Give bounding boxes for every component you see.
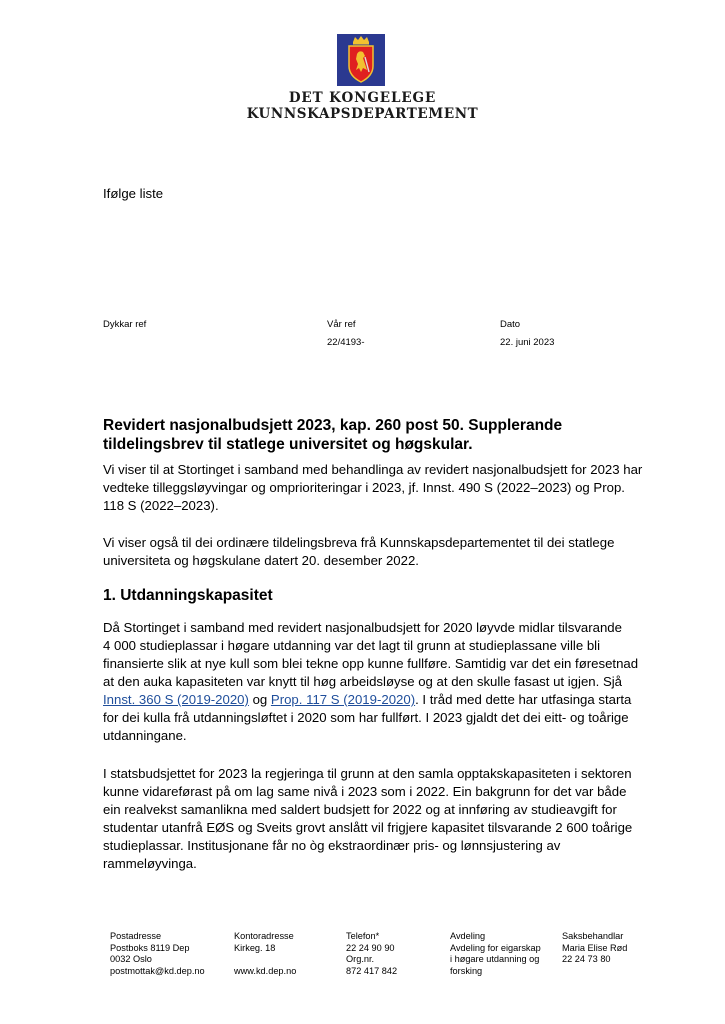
text-line: vedteke tilleggsløyvingar og omprioriteringar i 2023, jf. Innst. 490 S (2022–2023) og Prop.	[103, 480, 625, 495]
text-line: Då Stortinget i samband med revidert nasjonalbudsjett for 2020 løyvde midlar tilsvarande	[103, 620, 622, 635]
ministry-name-line2: KUNNSKAPSDEPARTEMENT	[246, 106, 479, 122]
coat-of-arms-logo	[337, 34, 385, 86]
intro-paragraph-2	[103, 534, 614, 570]
text-line: 4 000 studieplassar i høgare utdanning var det lagt til grunn at studieplassane ville bli	[103, 638, 601, 653]
footer-label: Kontoradresse	[234, 931, 294, 941]
footer-phone	[346, 931, 397, 977]
your-ref-label: Dykkar ref	[103, 319, 147, 330]
text-line-with-links	[103, 691, 638, 709]
section1-paragraph-2	[103, 765, 632, 873]
section-heading: 1. Utdanningskapasitet	[103, 587, 273, 604]
footer-value: Avdeling for eigarskap	[450, 942, 541, 953]
text-line: universiteta og høgskulane datert 20. desember 2022.	[103, 553, 419, 568]
footer-value: 872 417 842	[346, 965, 398, 976]
title-line: tildelingsbrev til statlege universitet og høgskular.	[103, 436, 473, 453]
footer-value: Postboks 8119 Dep	[110, 942, 190, 953]
footer-value: Maria Elise Rød	[562, 942, 628, 953]
text-line: ein realvekst samanlikna med saldert budsjett for 2022 og at innføring av studieavgift for	[103, 802, 617, 817]
footer-label: Postadresse	[110, 931, 162, 941]
text-line: Vi viser også til dei ordinære tildelingsbreva frå Kunnskapsdepartementet til dei statlege	[103, 535, 615, 550]
date-label: Dato	[500, 319, 521, 330]
text-after-links: . I tråd med dette har utfasinga starta	[415, 692, 632, 707]
section1-paragraph-1	[103, 619, 638, 745]
recipient: Ifølge liste	[103, 186, 164, 201]
text-line: finansierte slik at nye kull som blei tekne opp kunne fullføre. Samtidig var det ein føresetnad	[103, 656, 639, 671]
text-line: for dei kulla frå utdanningsløftet i 2020 som har fullført. I 2023 gjaldt det dei eitt- og toårige	[103, 710, 629, 725]
ministry-name-line1: DET KONGELEGE	[288, 90, 437, 106]
footer-label: Telefon*	[346, 931, 380, 941]
text-line: rammeløyvinga.	[103, 856, 197, 871]
footer-case-officer	[562, 931, 627, 966]
our-ref-value: 22/4193-	[327, 337, 365, 348]
text-line: 118 S (2022–2023).	[103, 498, 219, 513]
footer-value: 0032 Oslo	[110, 954, 152, 964]
footer-value: forsking	[450, 965, 483, 976]
footer-value	[234, 954, 296, 966]
footer-value: 22 24 73 80	[562, 954, 611, 964]
link-prop-117[interactable]: Prop. 117 S (2019-2020)	[270, 692, 416, 707]
footer-email: postmottak@kd.dep.no	[110, 965, 205, 976]
footer-value: 22 24 90 90	[346, 942, 395, 953]
document-title	[103, 416, 562, 454]
footer-department	[450, 931, 541, 977]
footer-label: Org.nr.	[346, 954, 375, 964]
link-connector: og	[248, 692, 271, 707]
footer-value: Kirkeg. 18	[234, 942, 276, 953]
text-line: I statsbudsjettet for 2023 la regjeringa til grunn at den samla opptakskapasiteten i sektoren	[103, 766, 632, 781]
footer-value: i høgare utdanning og	[450, 954, 540, 964]
footer-label: Avdeling	[450, 931, 486, 941]
our-ref-label: Vår ref	[327, 319, 356, 330]
text-line: studieplassar. Institusjonane får no òg ekstraordinær pris- og lønnsjustering av	[103, 838, 561, 853]
footer-postal-address	[110, 931, 205, 977]
date-value: 22. juni 2023	[500, 337, 555, 348]
footer-office-address	[234, 931, 296, 977]
footer-website: www.kd.dep.no	[234, 965, 297, 976]
text-line: studentar utanfrå EØS og Sveits grovt anslått vil frigjere kapasitet tilsvarande 2 600 toårige	[103, 820, 633, 835]
title-line: Revidert nasjonalbudsjett 2023, kap. 260 post 50. Supplerande	[103, 417, 563, 434]
text-line: Vi viser til at Stortinget i samband med behandlinga av revidert nasjonalbudsjett for 2023 har	[103, 462, 643, 477]
text-line: kunne vidareførast på om lag same nivå i 2023 som i 2022. Ein bakgrunn for det var både	[103, 784, 627, 799]
text-line: at den auka kapasiteten var knytt til høg arbeidsløyse og at den skulle fasast ut igjen. Sjå	[103, 674, 623, 689]
link-innst-360[interactable]: Innst. 360 S (2019-2020)	[103, 692, 249, 707]
text-line: utdanningane.	[103, 728, 187, 743]
intro-paragraph-1	[103, 461, 642, 515]
footer-label: Saksbehandlar	[562, 931, 624, 941]
